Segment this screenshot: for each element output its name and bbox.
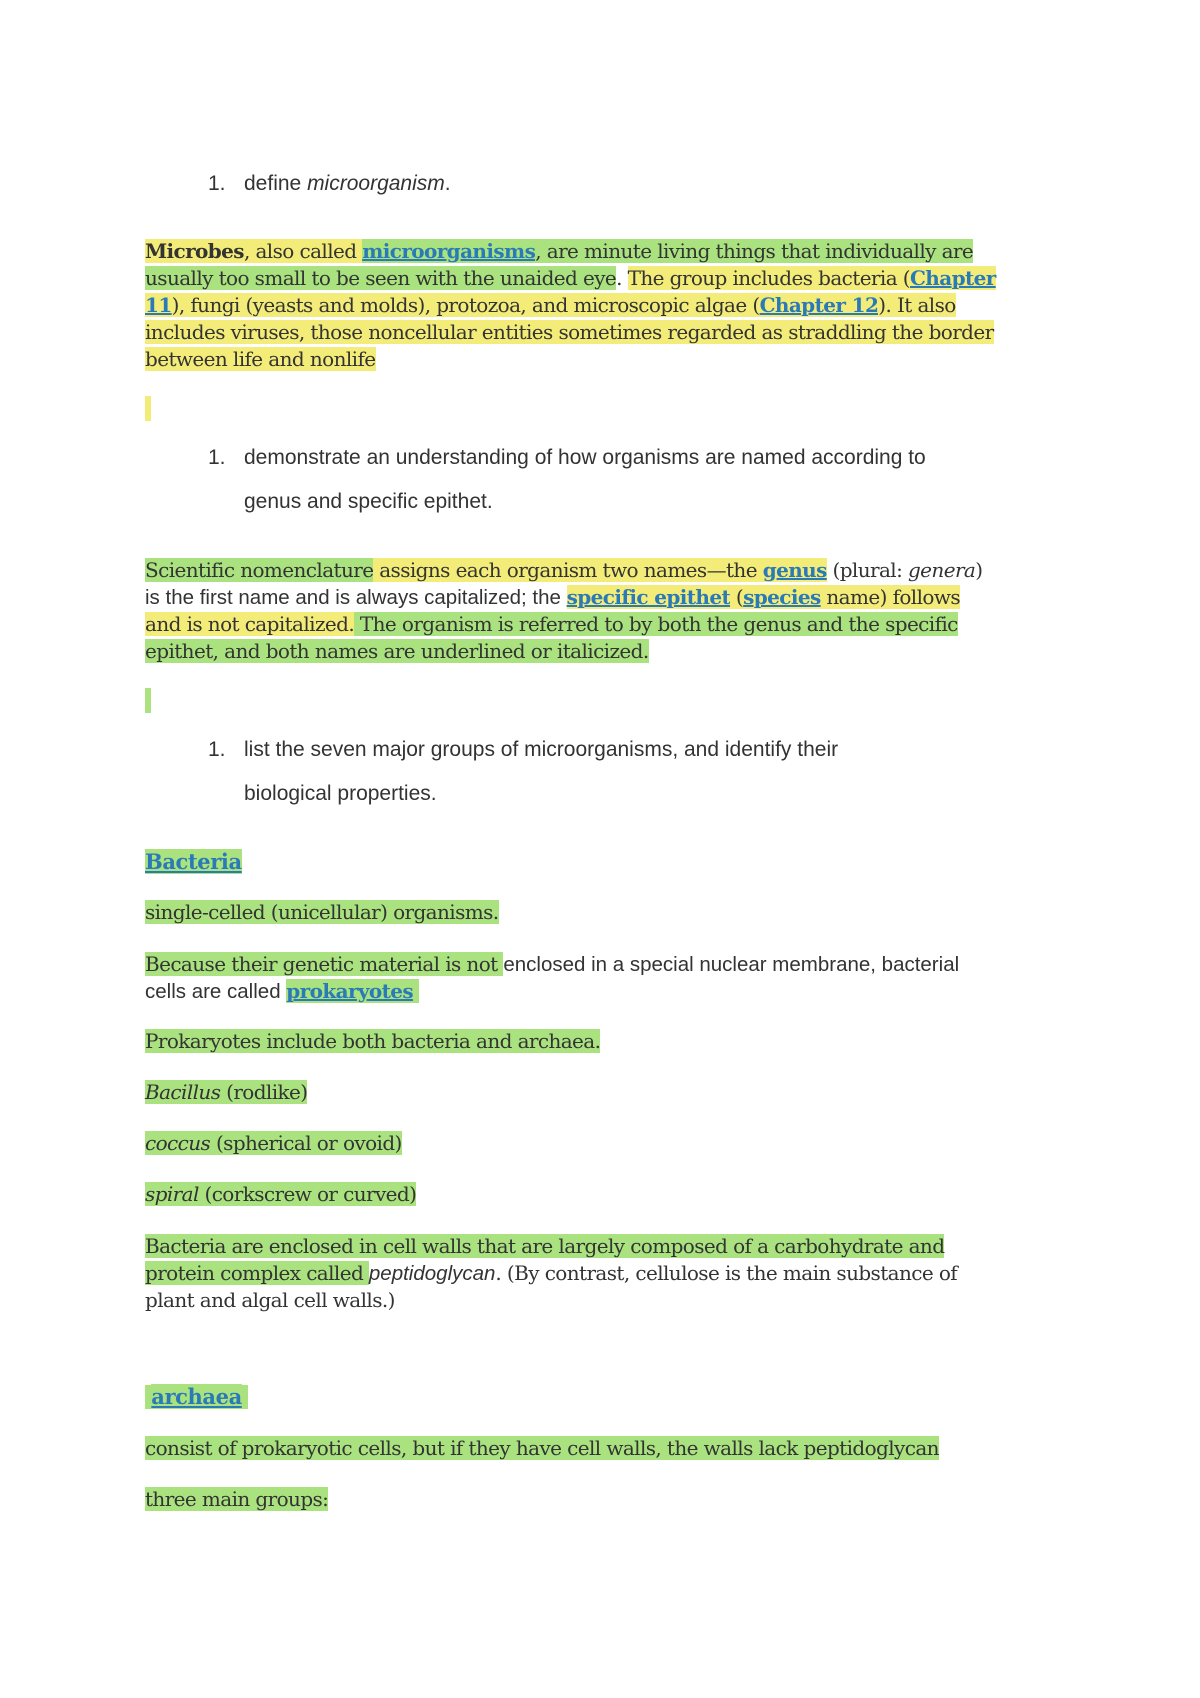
shape-spiral: spiral (corkscrew or curved) [145,1182,417,1206]
archaea-consist: consist of prokaryotic cells, but if they have cell walls, the walls lack peptidoglycan [145,1436,939,1460]
link-archaea[interactable]: archaea [151,1384,242,1409]
shape-bacillus: Bacillus (rodlike) [145,1080,308,1104]
link-chapter-11-num[interactable]: 11 [145,293,172,317]
link-specific-epithet[interactable]: specific epithet [566,585,731,609]
bacteria-heading [145,848,242,876]
archaea-heading [145,1383,248,1411]
objective-text: define microorganism. [244,172,451,195]
archaea-groups: three main groups: [145,1487,329,1511]
link-microorganisms[interactable]: microorganisms [362,239,536,263]
term-scientific-nomenclature: Scientific nomenclature [145,558,374,582]
prokaryotes-include: Prokaryotes include both bacteria and archaea. [145,1029,601,1053]
bacteria-prokaryote-paragraph: Because their genetic material is not enclosed in a special nuclear membrane, bacterial cells are called prokaryotes [145,952,960,1003]
link-chapter-12[interactable]: Chapter 12 [759,293,879,317]
nomenclature-paragraph: Scientific nomenclature assigns each organism two names—the genus (plural: genera) is the first name and is always capitalized; the specific epithet (species name) follows and is not capitalized. The organism is referred to by both the genus and the specific epithet, and both names are underlined or italicized. [145,558,983,663]
highlight-marker [145,688,151,713]
link-genus[interactable]: genus [762,558,827,582]
cell-walls-paragraph: Bacteria are enclosed in cell walls that are largely composed of a carbohydrate and protein complex called peptidoglycan. (By contrast, cellulose is the main substance of plant and algal cell walls.) [145,1234,958,1312]
microbes-paragraph: Microbes, also called microorganisms, are minute living things that individually are usually too small to be seen with the unaided eye. The group includes bacteria (Chapter 11), fungi (yeasts and molds), protozoa, and microscopic algae (Chapter 12). It also includes viruses, those noncellular entities sometimes regarded as straddling the border between life and nonlife [145,239,996,371]
link-species[interactable]: species [743,585,821,609]
list-number: 1. [208,738,226,761]
list-number: 1. [208,446,226,469]
list-number: 1. [208,172,226,195]
link-prokaryotes[interactable]: prokaryotes [286,979,414,1003]
objective-text: list the seven major groups of microorganisms, and identify their biological properties. [244,738,839,805]
objective-text: demonstrate an understanding of how organisms are named according to genus and specific epithet. [244,446,926,513]
link-chapter-11[interactable]: Chapter [909,266,996,290]
term-microbes: Microbes [145,239,244,263]
link-bacteria[interactable]: Bacteria [145,849,242,874]
shape-coccus: coccus (spherical or ovoid) [145,1131,402,1155]
bacteria-single-celled: single-celled (unicellular) organisms. [145,900,499,924]
highlight-marker [145,396,151,421]
